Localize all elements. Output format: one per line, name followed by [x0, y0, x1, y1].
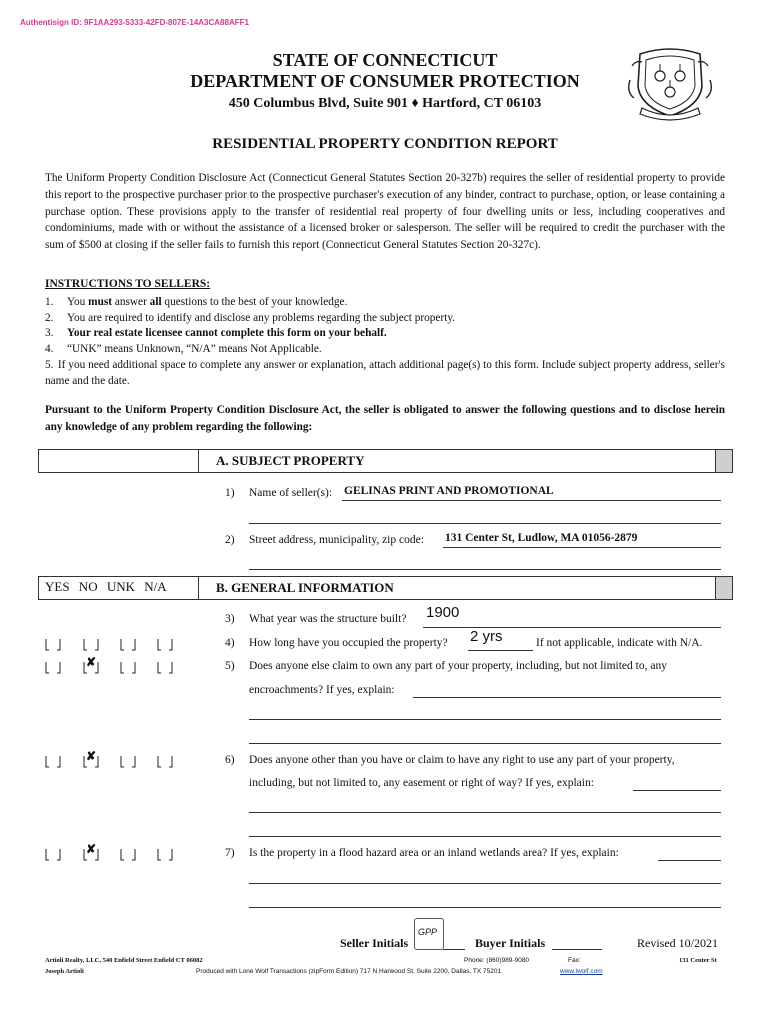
q3-label: What year was the structure built?: [249, 613, 407, 625]
q2-extra-line[interactable]: [249, 569, 721, 570]
q5-na-checkbox[interactable]: [157, 661, 173, 673]
q1-extra-line[interactable]: [249, 523, 721, 524]
q2-label: Street address, municipality, zip code:: [249, 534, 424, 546]
section-a-title: A. SUBJECT PROPERTY: [216, 453, 365, 468]
footer-phone: Phone: (860)989-9080: [464, 957, 530, 964]
q5-number: 5): [225, 660, 235, 672]
footer-company: Artioli Realty, LLC, 540 Enfield Street Enfield CT 06082: [45, 957, 203, 964]
q3-number: 3): [225, 613, 235, 625]
q4-number: 4): [225, 637, 235, 649]
header-address: 450 Columbus Blvd, Suite 901 ♦ Hartford, CT 06103: [228, 96, 542, 111]
footer-agent: Joseph Artioli: [45, 968, 84, 975]
q5-no-checkmark: ✘: [86, 655, 97, 669]
seller-initials-value: GPP: [418, 927, 438, 937]
instruction-item: [45, 341, 725, 357]
q4-duration-field[interactable]: 2 yrs: [470, 628, 503, 645]
q3-line: [423, 627, 721, 628]
instruction-item: [45, 325, 725, 341]
section-a-header: [38, 449, 733, 473]
q7-yes-checkbox[interactable]: [45, 848, 61, 860]
buyer-initials-label: Buyer Initials: [475, 936, 546, 950]
q1-label: Name of seller(s):: [249, 487, 333, 499]
q2-line: [443, 547, 721, 548]
instructions-heading: INSTRUCTIONS TO SELLERS:: [45, 278, 211, 290]
q7-label: Is the property in a flood hazard area or an inland wetlands area? If yes, explain:: [249, 847, 619, 859]
q5-yes-checkbox[interactable]: [45, 661, 61, 673]
section-a-shade: [715, 450, 732, 472]
q6-number: 6): [225, 754, 235, 766]
instruction-emphasis: must: [88, 296, 113, 308]
q5-explain-line[interactable]: [413, 697, 721, 698]
intro-paragraph: The Uniform Property Condition Disclosure Act (Connecticut General Statutes Section 20-327b) requires the seller of residential property to provide this report to the prospective purchaser prior to the prospective purchaser's execution of any binder, contract to purchase, option, or lease containing a purchase option. These provisions apply to the transfer of residential real property of four dwelling units or less, including cooperatives and condominiums, made with or without the assistance of a licensed broker or salesperson. The seller will be required to credit the purchaser with the sum of $500 at closing if the seller fails to furnish this report (Connecticut General Statutes Section 20-327c).: [45, 172, 725, 252]
q5-explain-line[interactable]: [249, 719, 721, 720]
instruction-item: [45, 310, 725, 326]
q4-unk-checkbox[interactable]: [120, 638, 136, 650]
report-title: RESIDENTIAL PROPERTY CONDITION REPORT: [212, 136, 558, 152]
q6-text-line2: including, but not limited to, any easement or right of way? If yes, explain:: [249, 777, 594, 789]
q6-explain-line[interactable]: [633, 790, 721, 791]
revised-date: Revised 10/2021: [637, 936, 718, 950]
seller-initials-label: Seller Initials: [340, 936, 409, 950]
authentisign-id: Authentisign ID: 9F1AA293-5333-42FD-807E-14A3CA88AFF1: [20, 18, 249, 27]
q4-na-checkbox[interactable]: [157, 638, 173, 650]
q5-text-line1: Does anyone else claim to own any part of your property, including, but not limited to, any: [249, 660, 667, 672]
instruction-number: 3.: [45, 327, 54, 339]
q1-number: 1): [225, 487, 235, 499]
q6-text-line1: Does anyone other than you have or claim to have any right to use any part of your property,: [249, 754, 675, 766]
q6-na-checkbox[interactable]: [157, 755, 173, 767]
q6-unk-checkbox[interactable]: [120, 755, 136, 767]
q5-text-line2: encroachments? If yes, explain:: [249, 684, 395, 696]
header-state: STATE OF CONNECTICUT: [272, 50, 498, 70]
q7-explain-line[interactable]: [658, 860, 721, 861]
instruction-text: answer: [112, 296, 150, 308]
header-department: DEPARTMENT OF CONSUMER PROTECTION: [190, 71, 580, 91]
q7-explain-line[interactable]: [249, 883, 721, 884]
q4-no-checkbox[interactable]: [83, 638, 99, 650]
q6-explain-line[interactable]: [249, 812, 721, 813]
q7-no-checkmark: ✘: [86, 842, 97, 856]
q7-na-checkbox[interactable]: [157, 848, 173, 860]
instruction-text: You are required to identify and disclose any problems regarding the subject property.: [67, 312, 456, 324]
buyer-initials-field[interactable]: [552, 949, 602, 950]
instruction-item: [45, 357, 725, 389]
instruction-item: [45, 294, 725, 310]
instruction-text: You: [67, 296, 89, 308]
section-b-shade: [715, 577, 732, 599]
instruction-emphasis: all: [149, 296, 162, 308]
instruction-text: questions to the best of your knowledge.: [161, 296, 348, 308]
q4-suffix: If not applicable, indicate with N/A.: [536, 637, 703, 649]
instruction-number: 4.: [45, 343, 54, 355]
instruction-text: “UNK” means Unknown, “N/A” means Not Applicable.: [67, 343, 322, 355]
answer-column-headers: YES NO UNK N/A: [45, 579, 167, 594]
instruction-text: Your real estate licensee cannot complete this form on your behalf.: [67, 327, 387, 339]
q2-address-field[interactable]: 131 Center St, Ludlow, MA 01056-2879: [445, 532, 638, 544]
instruction-text: If you need additional space to complete any answer or explanation, attach additional page(s) to this form. Include subject property address, seller's name and the date.: [45, 359, 725, 387]
q1-seller-name-field[interactable]: GELINAS PRINT AND PROMOTIONAL: [344, 485, 554, 497]
q5-unk-checkbox[interactable]: [120, 661, 136, 673]
state-seal-icon: [622, 46, 718, 122]
pursuant-statement: Pursuant to the Uniform Property Condition Disclosure Act, the seller is obligated to answer the following questions and to disclose herein any knowledge of any problem regarding the following:: [45, 404, 725, 433]
footer-ref: 131 Center St: [679, 957, 717, 964]
seller-initials-line: [443, 949, 465, 950]
footer-produced: Produced with Lone Wolf Transactions (zipForm Edition) 717 N Harwood St, Suite 2200, Dallas, TX 75201: [196, 968, 502, 975]
q6-yes-checkbox[interactable]: [45, 755, 61, 767]
q6-explain-line[interactable]: [249, 836, 721, 837]
instruction-number: 2.: [45, 312, 54, 324]
q6-no-checkmark: ✘: [86, 749, 97, 763]
q4-line: [468, 650, 533, 651]
seller-initials-field[interactable]: [414, 918, 444, 950]
q7-explain-line[interactable]: [249, 907, 721, 908]
instruction-number: 1.: [45, 296, 54, 308]
footer-url-link[interactable]: www.lwolf.com: [560, 968, 603, 975]
instruction-number: 5.: [45, 359, 54, 371]
q5-explain-line[interactable]: [249, 743, 721, 744]
q1-line: [342, 500, 721, 501]
q3-year-field[interactable]: 1900: [426, 604, 460, 621]
q7-unk-checkbox[interactable]: [120, 848, 136, 860]
q2-number: 2): [225, 534, 235, 546]
q4-label: How long have you occupied the property?: [249, 637, 448, 649]
q4-yes-checkbox[interactable]: [45, 638, 61, 650]
footer-fax: Fax:: [568, 957, 581, 964]
section-b-title: B. GENERAL INFORMATION: [216, 580, 394, 595]
q7-number: 7): [225, 847, 235, 859]
